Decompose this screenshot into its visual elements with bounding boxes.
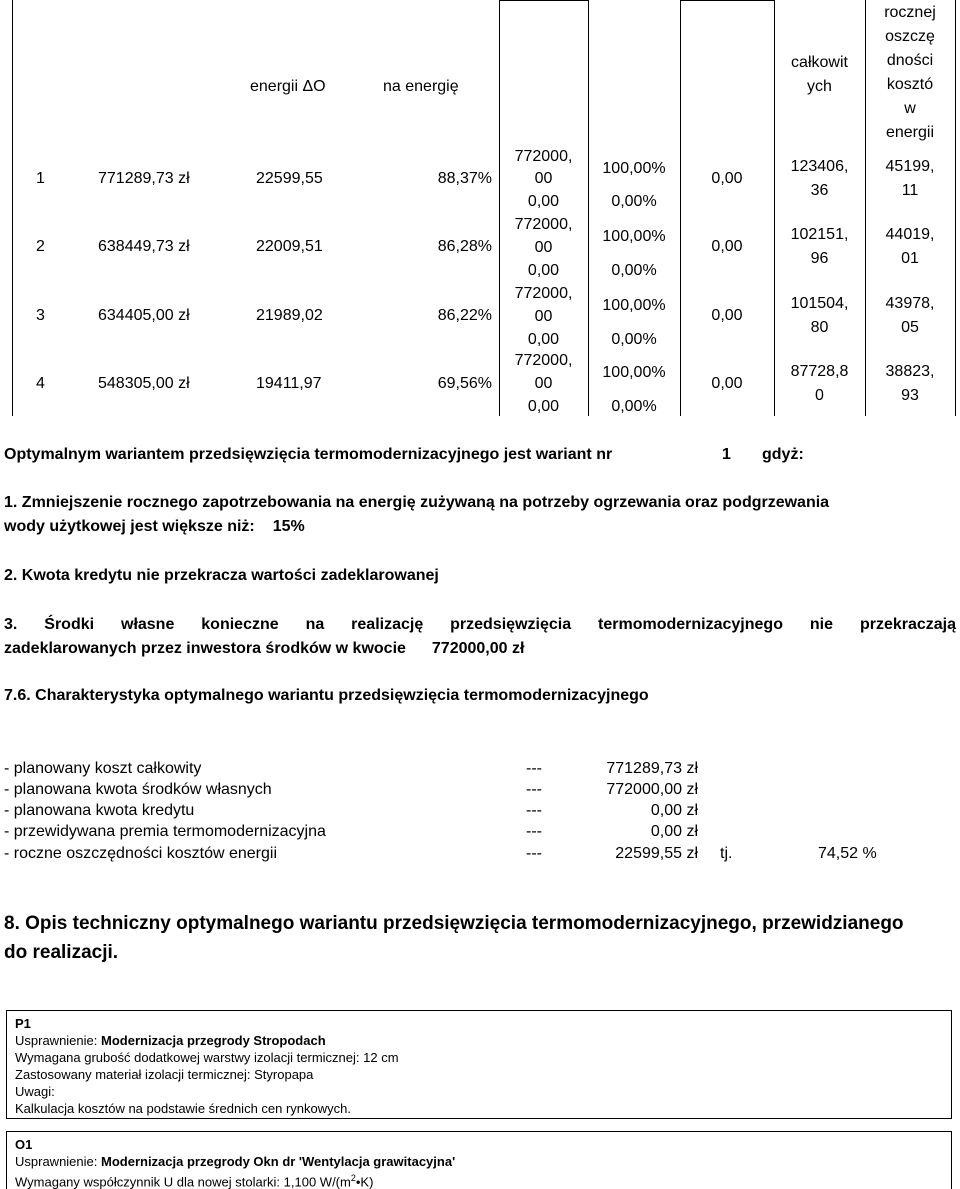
header-savings-2: oszczę xyxy=(885,28,935,45)
summary-label: - roczne oszczędności kosztów energii xyxy=(4,845,278,862)
u-superscript: 2 xyxy=(350,1173,356,1183)
improvement-line xyxy=(15,1153,943,1170)
table-border xyxy=(955,0,956,416)
reason-3-text: zadeklarowanych przez inwestora środków w kwocie xyxy=(4,640,406,657)
insulation-material: Zastosowany materiał izolacji termicznej: Styropapa xyxy=(15,1067,314,1082)
summary-row xyxy=(4,843,904,864)
row2-total-2: 96 xyxy=(810,250,829,267)
row1-energy-diff: 22599,55 xyxy=(256,170,323,187)
reason-3-line-1: 3. Środki własne konieczne na realizację przedsięwzięcia termomodernizacyjnego nie przekraczają xyxy=(4,616,956,633)
summary-label: - planowana kwota kredytu xyxy=(4,802,195,819)
summary-row xyxy=(4,758,904,779)
insulation-thickness: Wymagana grubość dodatkowej warstwy izolacji termicznej: 12 cm xyxy=(15,1050,399,1065)
summary-value: 22599,55 zł xyxy=(615,845,698,862)
row3-savings-2: 05 xyxy=(901,319,919,336)
row4-energy-diff: 19411,97 xyxy=(256,375,322,392)
row3-own-1: 772000, xyxy=(514,285,573,302)
improvement-value: Modernizacja przegrody Okn dr 'Wentylacja grawitacyjna' xyxy=(101,1154,456,1169)
row1-total-1: 123406, xyxy=(790,158,849,175)
cost-calculation-note: Kalkulacja kosztów na podstawie średnich cen rynkowych. xyxy=(15,1101,352,1116)
row1-savings-1: 45199, xyxy=(885,158,935,175)
row3-share-1: 100,00% xyxy=(602,297,666,314)
summary-dash: --- xyxy=(526,802,542,819)
summary-percent: 74,52 % xyxy=(818,845,877,862)
summary-label: - planowana kwota środków własnych xyxy=(4,781,272,798)
summary-label: - planowany koszt całkowity xyxy=(4,760,202,777)
row4-percent: 69,56% xyxy=(437,375,492,392)
optimal-because: gdyż: xyxy=(762,446,804,463)
row4-credit: 0,00 xyxy=(711,375,743,392)
header-savings-1: rocznej xyxy=(884,4,936,21)
improvement-code: P1 xyxy=(15,1016,31,1031)
row1-nr: 1 xyxy=(36,170,45,187)
summary-dash: --- xyxy=(526,760,542,777)
row2-own-3: 0,00 xyxy=(527,262,560,279)
summary-dash: --- xyxy=(526,781,542,798)
row2-savings-1: 44019, xyxy=(885,226,935,243)
header-savings-4: kosztó xyxy=(886,76,934,93)
row4-own-3: 0,00 xyxy=(527,398,560,415)
row4-own-1: 772000, xyxy=(514,352,573,369)
summary-row xyxy=(4,779,904,800)
table-divider xyxy=(499,0,588,1)
row2-total-1: 102151, xyxy=(790,226,849,243)
row3-share-2: 0,00% xyxy=(611,331,657,348)
reason-1-value: 15% xyxy=(272,518,305,535)
row4-share-1: 100,00% xyxy=(602,364,666,381)
table-divider xyxy=(680,0,774,1)
row1-credit: 0,00 xyxy=(711,170,743,187)
improvement-label: Usprawnienie: xyxy=(15,1154,98,1169)
row1-own-2: 00 xyxy=(534,170,553,187)
summary-dash: --- xyxy=(526,823,542,840)
header-energy-need: na energię xyxy=(383,78,459,95)
row3-total-1: 101504, xyxy=(790,295,849,312)
section-7-6-title: 7.6. Charakterystyka optymalnego wariantu przedsięwzięcia termomodernizacyjnego xyxy=(4,687,649,704)
table-border xyxy=(12,0,13,416)
row1-total-2: 36 xyxy=(810,182,829,199)
summary-row xyxy=(4,800,904,821)
row3-own-2: 00 xyxy=(534,308,553,325)
variants-table xyxy=(12,0,956,416)
row1-savings-2: 11 xyxy=(901,182,919,199)
row2-percent: 86,28% xyxy=(437,238,492,255)
reason-1-text: wody użytkowej jest większe niż: xyxy=(4,518,255,535)
row4-total-1: 87728,8 xyxy=(790,363,849,380)
section-8-title-line-1: 8. Opis techniczny optymalnego wariantu przedsięwzięcia termomodernizacyjnego, przewidzianego xyxy=(4,913,904,934)
optimal-variant-statement xyxy=(4,443,944,467)
optimal-variant-number: 1 xyxy=(722,446,731,463)
improvement-value: Modernizacja przegrody Stropodach xyxy=(101,1033,326,1048)
summary-value: 0,00 zł xyxy=(650,802,698,819)
header-savings-5: w xyxy=(904,100,916,117)
summary-value: 772000,00 zł xyxy=(606,781,698,798)
row1-own-3: 0,00 xyxy=(527,193,560,210)
row4-savings-1: 38823, xyxy=(885,363,935,380)
row4-nr: 4 xyxy=(36,375,45,392)
header-savings-3: dności xyxy=(886,52,934,69)
summary-label: - przewidywana premia termomodernizacyjna xyxy=(4,823,326,840)
row4-savings-2: 93 xyxy=(901,387,919,404)
row2-own-1: 772000, xyxy=(514,216,573,233)
row4-share-2: 0,00% xyxy=(611,398,657,415)
row3-cost: 634405,00 zł xyxy=(98,307,190,324)
row2-energy-diff: 22009,51 xyxy=(256,238,323,255)
row2-share-2: 0,00% xyxy=(611,262,657,279)
row4-total-2: 0 xyxy=(815,387,824,404)
row3-total-2: 80 xyxy=(810,319,829,336)
improvement-label: Usprawnienie: xyxy=(15,1033,98,1048)
table-divider xyxy=(680,0,681,416)
row3-nr: 3 xyxy=(36,307,45,324)
reason-1-line-1: 1. Zmniejszenie rocznego zapotrzebowania na energię zużywaną na potrzeby ogrzewania oraz podgrzewania xyxy=(4,494,830,511)
improvement-box-o1 xyxy=(6,1131,952,1189)
summary-dash: --- xyxy=(526,845,542,862)
improvement-box-p1 xyxy=(6,1010,952,1119)
summary-row xyxy=(4,821,904,842)
row3-energy-diff: 21989,02 xyxy=(256,307,323,324)
header-savings-6: energii xyxy=(885,124,935,141)
window-u-requirement xyxy=(15,1170,943,1189)
row2-nr: 2 xyxy=(36,238,45,255)
row3-credit: 0,00 xyxy=(711,307,743,324)
summary-value: 0,00 zł xyxy=(650,823,698,840)
row2-credit: 0,00 xyxy=(711,238,743,255)
u-unit-end: •K) xyxy=(355,1174,374,1189)
row4-cost: 548305,00 zł xyxy=(98,375,190,392)
header-total-1: całkowit xyxy=(791,54,848,71)
reason-1-line-2 xyxy=(4,515,305,539)
summary-value: 771289,73 zł xyxy=(606,760,698,777)
reason-3-line-2 xyxy=(4,637,524,661)
row2-share-1: 100,00% xyxy=(602,228,666,245)
row2-own-2: 00 xyxy=(534,239,553,256)
row4-own-2: 00 xyxy=(534,375,553,392)
header-energy-diff: energii ΔO xyxy=(250,78,326,95)
reason-2: 2. Kwota kredytu nie przekracza wartości zadeklarowanej xyxy=(4,567,439,584)
reason-3-value: 772000,00 zł xyxy=(431,640,525,657)
row1-cost: 771289,73 zł xyxy=(98,170,190,187)
improvement-code: O1 xyxy=(15,1137,33,1152)
row3-savings-1: 43978, xyxy=(885,295,935,312)
remarks-label: Uwagi: xyxy=(15,1084,55,1099)
summary-tj: tj. xyxy=(720,845,733,862)
optimal-text: Optymalnym wariantem przedsięwzięcia termomodernizacyjnego jest wariant nr xyxy=(4,446,613,463)
section-8-title-line-2: do realizacji. xyxy=(4,942,119,963)
row1-percent: 88,37% xyxy=(437,170,492,187)
header-total-2: ych xyxy=(807,78,832,95)
row3-percent: 86,22% xyxy=(437,307,492,324)
row2-cost: 638449,73 zł xyxy=(98,238,190,255)
row1-share-2: 0,00% xyxy=(611,193,657,210)
improvement-line xyxy=(15,1032,943,1049)
row3-own-3: 0,00 xyxy=(527,331,560,348)
u-text: Wymagany współczynnik U dla nowej stolarki: 1,100 W/(m xyxy=(15,1174,351,1189)
row1-share-1: 100,00% xyxy=(602,160,666,177)
row1-own-1: 772000, xyxy=(514,148,573,165)
row2-savings-2: 01 xyxy=(901,250,919,267)
